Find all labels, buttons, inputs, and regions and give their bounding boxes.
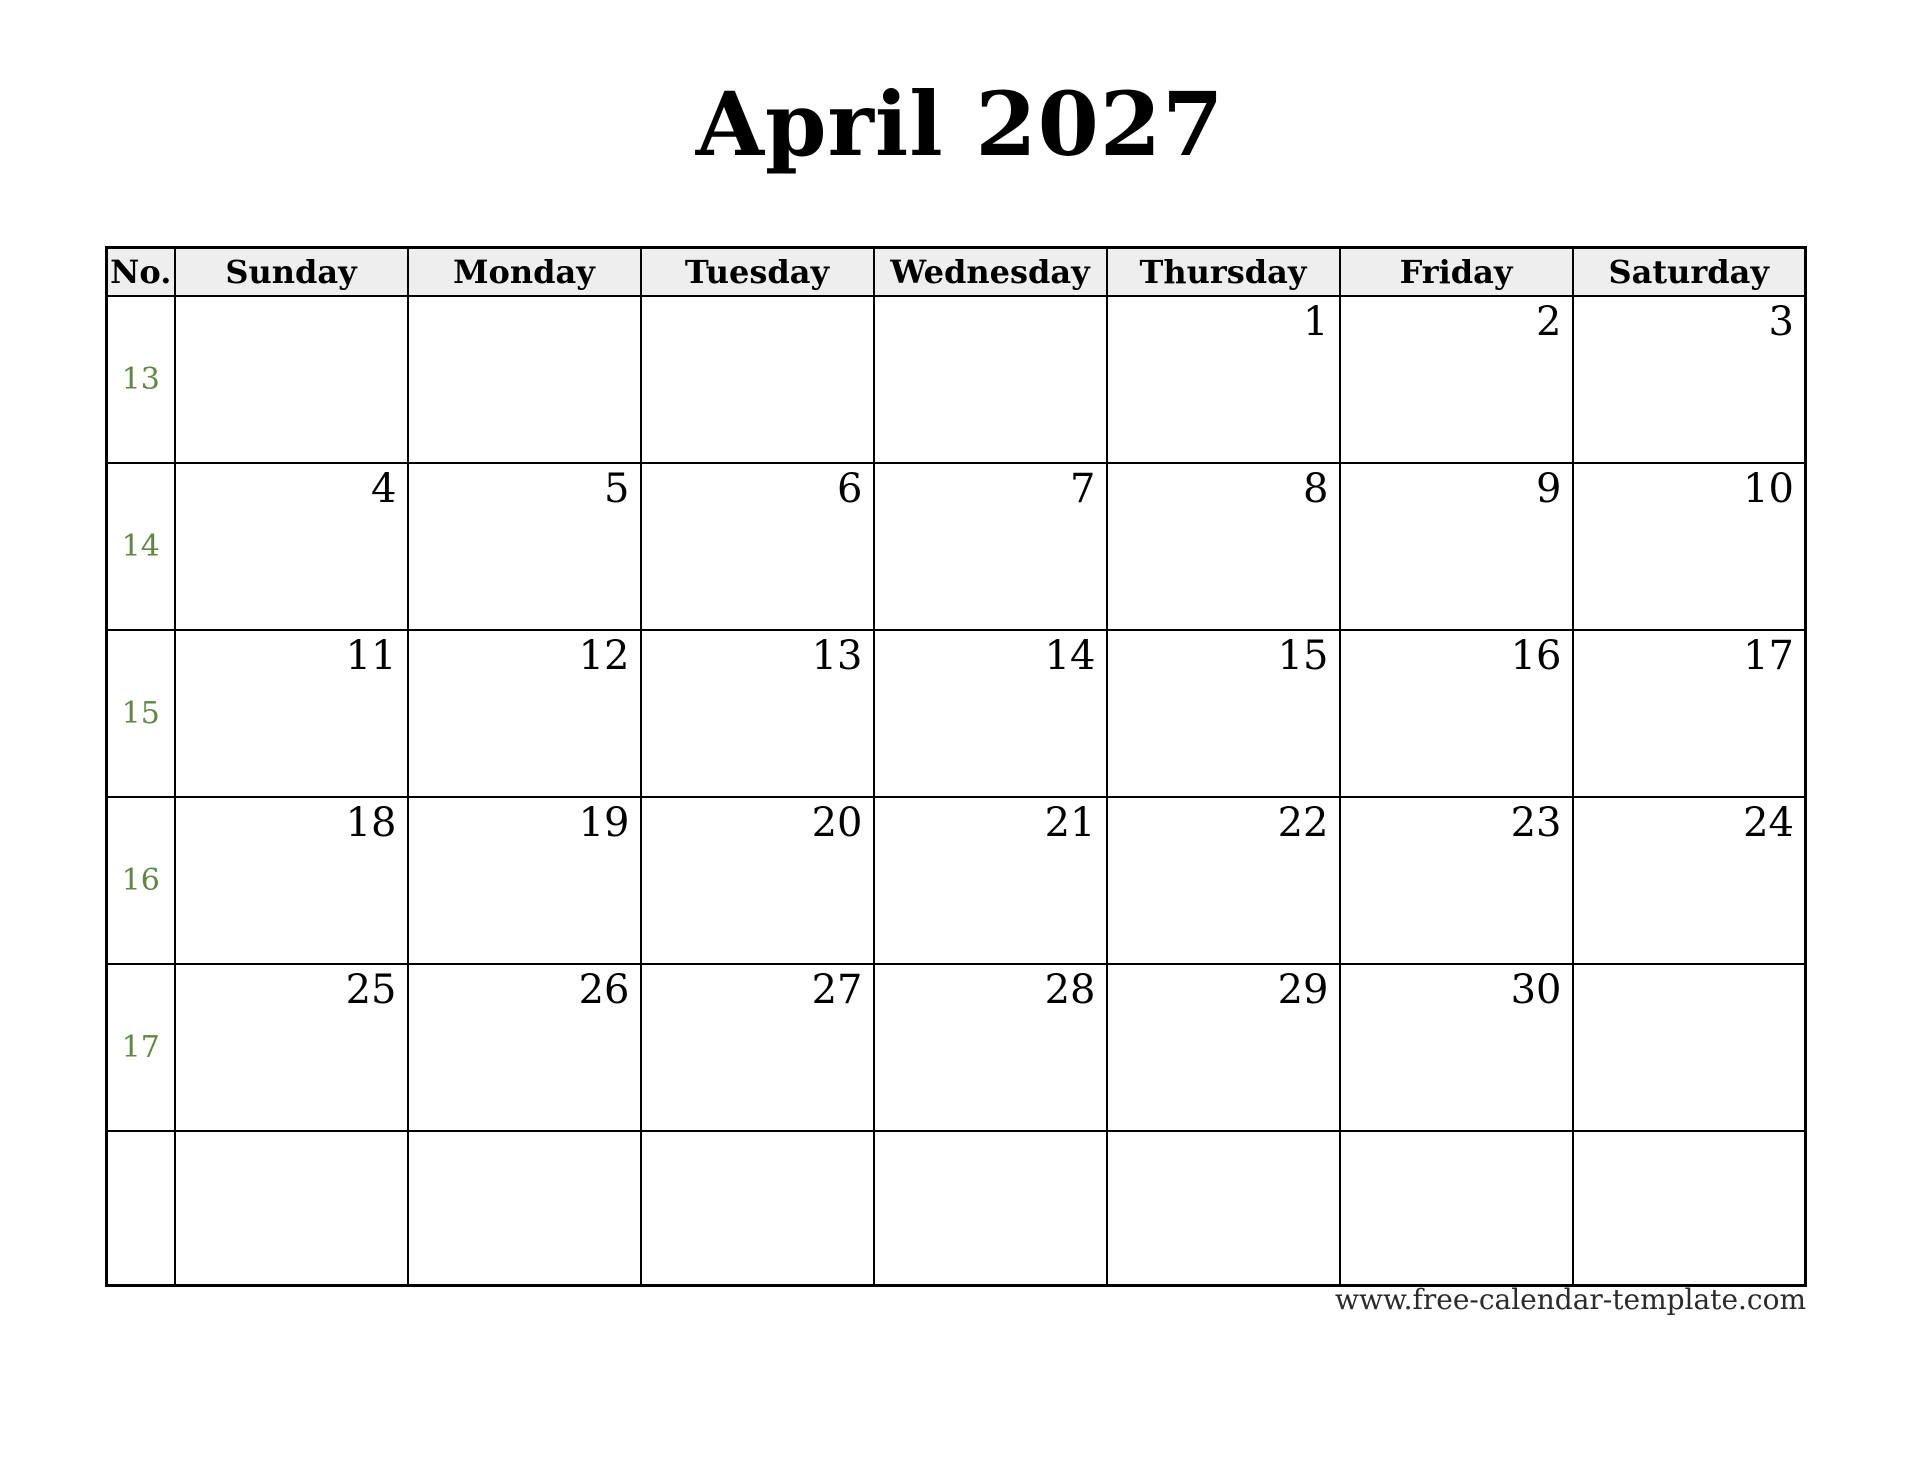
week-row-14 (107, 463, 1806, 630)
day-cell (641, 296, 874, 463)
calendar-header-row (107, 248, 1806, 297)
day-cell: 11 (175, 630, 408, 797)
week-number-cell (107, 1131, 175, 1286)
page-title: April 2027 (695, 72, 1225, 176)
day-cell: 28 (874, 964, 1107, 1131)
day-cell (175, 1131, 408, 1286)
week-number-cell: 15 (107, 630, 175, 797)
day-cell: 21 (874, 797, 1107, 964)
day-cell (175, 296, 408, 463)
day-cell: 20 (641, 797, 874, 964)
day-cell (874, 1131, 1107, 1286)
day-cell (1573, 1131, 1806, 1286)
column-header-thursday: Thursday (1107, 248, 1340, 297)
day-cell: 1 (1107, 296, 1340, 463)
day-cell: 24 (1573, 797, 1806, 964)
week-row-15 (107, 630, 1806, 797)
day-cell (408, 1131, 641, 1286)
column-header-friday: Friday (1340, 248, 1573, 297)
day-cell: 14 (874, 630, 1107, 797)
day-cell: 12 (408, 630, 641, 797)
day-cell (1107, 1131, 1340, 1286)
day-cell (1573, 964, 1806, 1131)
week-number-cell: 14 (107, 463, 175, 630)
empty-week-row (107, 1131, 1806, 1286)
day-cell: 13 (641, 630, 874, 797)
column-header-tuesday: Tuesday (641, 248, 874, 297)
week-row-17 (107, 964, 1806, 1131)
column-header-week-no: No. (107, 248, 175, 297)
day-cell (1340, 1131, 1573, 1286)
day-cell: 9 (1340, 463, 1573, 630)
day-cell: 4 (175, 463, 408, 630)
week-row-16 (107, 797, 1806, 964)
column-header-sunday: Sunday (175, 248, 408, 297)
week-row-13 (107, 296, 1806, 463)
column-header-monday: Monday (408, 248, 641, 297)
day-cell: 22 (1107, 797, 1340, 964)
week-number-cell: 16 (107, 797, 175, 964)
column-header-saturday: Saturday (1573, 248, 1806, 297)
day-cell: 2 (1340, 296, 1573, 463)
day-cell: 17 (1573, 630, 1806, 797)
day-cell: 7 (874, 463, 1107, 630)
day-cell (641, 1131, 874, 1286)
day-cell (874, 296, 1107, 463)
day-cell: 25 (175, 964, 408, 1131)
day-cell: 29 (1107, 964, 1340, 1131)
day-cell (408, 296, 641, 463)
day-cell: 15 (1107, 630, 1340, 797)
week-number-cell: 17 (107, 964, 175, 1131)
day-cell: 27 (641, 964, 874, 1131)
day-cell: 5 (408, 463, 641, 630)
day-cell: 8 (1107, 463, 1340, 630)
day-cell: 26 (408, 964, 641, 1131)
week-number-cell: 13 (107, 296, 175, 463)
day-cell: 3 (1573, 296, 1806, 463)
day-cell: 30 (1340, 964, 1573, 1131)
day-cell: 10 (1573, 463, 1806, 630)
calendar-table (105, 246, 1807, 1287)
day-cell: 23 (1340, 797, 1573, 964)
day-cell: 19 (408, 797, 641, 964)
footer-website-link[interactable]: www.free-calendar-template.com (1335, 1283, 1806, 1316)
day-cell: 16 (1340, 630, 1573, 797)
day-cell: 6 (641, 463, 874, 630)
column-header-wednesday: Wednesday (874, 248, 1107, 297)
day-cell: 18 (175, 797, 408, 964)
